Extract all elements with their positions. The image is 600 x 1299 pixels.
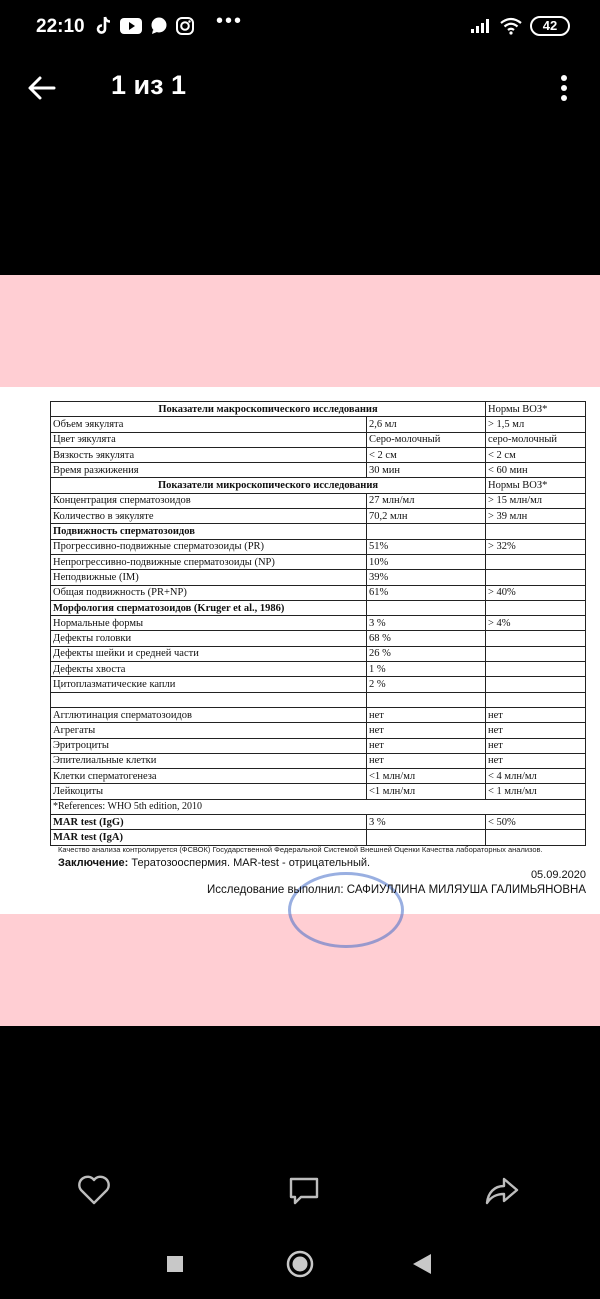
parameter-cell: Нормальные формы	[51, 616, 367, 631]
parameter-cell: Лейкоциты	[51, 784, 367, 799]
heart-icon	[74, 1170, 114, 1210]
report-row	[51, 707, 586, 722]
result-cell: 10%	[367, 554, 486, 569]
more-vert-icon	[550, 70, 578, 106]
norm-cell: < 60 мин	[486, 463, 586, 478]
report-row	[51, 478, 586, 493]
result-cell: нет	[367, 723, 486, 738]
report-row	[51, 830, 586, 845]
norm-cell: нет	[486, 723, 586, 738]
comment-button[interactable]	[284, 1170, 324, 1210]
report-table	[50, 401, 586, 846]
report-row	[51, 753, 586, 768]
report-row	[51, 677, 586, 692]
report-row	[51, 631, 586, 646]
norms-header: Нормы ВОЗ*	[486, 478, 586, 493]
back-nav-button[interactable]	[404, 1246, 440, 1282]
report-row	[51, 402, 586, 417]
report-row	[51, 493, 586, 508]
result-cell: < 2 см	[367, 447, 486, 462]
report-row	[51, 723, 586, 738]
parameter-cell: Цитоплазматические капли	[51, 677, 367, 692]
parameter-cell: Непрогрессивно-подвижные сперматозоиды (NP)	[51, 554, 367, 569]
result-cell: 26 %	[367, 646, 486, 661]
norm-cell: серо-молочный	[486, 432, 586, 447]
report-row	[51, 815, 586, 830]
norm-cell: < 50%	[486, 815, 586, 830]
parameter-cell	[51, 692, 367, 707]
norm-cell: > 1,5 мл	[486, 417, 586, 432]
document-image[interactable]	[0, 387, 600, 914]
result-cell: 2,6 мл	[367, 417, 486, 432]
norm-cell: нет	[486, 707, 586, 722]
result-cell: <1 млн/мл	[367, 784, 486, 799]
report-row	[51, 447, 586, 462]
parameter-cell: Вязкость эякулята	[51, 447, 367, 462]
result-cell: 3 %	[367, 616, 486, 631]
circle-home-icon	[282, 1246, 318, 1282]
page-counter-title: 1 из 1	[111, 70, 187, 100]
parameter-cell: Морфология сперматозоидов (Kruger et al., 1986)	[51, 600, 367, 615]
bottom-actions	[0, 1170, 600, 1218]
like-button[interactable]	[74, 1170, 114, 1210]
parameter-cell: Дефекты головки	[51, 631, 367, 646]
result-cell: нет	[367, 707, 486, 722]
report-row	[51, 417, 586, 432]
result-cell: 61%	[367, 585, 486, 600]
result-cell: <1 млн/мл	[367, 769, 486, 784]
parameter-cell: Дефекты хвоста	[51, 662, 367, 677]
norm-cell	[486, 692, 586, 707]
parameter-cell: Цвет эякулята	[51, 432, 367, 447]
back-button[interactable]	[24, 70, 60, 106]
norm-cell: < 4 млн/мл	[486, 769, 586, 784]
norm-cell	[486, 830, 586, 845]
result-cell: 3 %	[367, 815, 486, 830]
parameter-cell: MAR test (IgA)	[51, 830, 367, 845]
result-cell: нет	[367, 753, 486, 768]
status-time: 22:10	[36, 16, 85, 37]
report-row	[51, 463, 586, 478]
tiktok-icon	[96, 16, 112, 36]
norm-cell	[486, 600, 586, 615]
result-cell: 68 %	[367, 631, 486, 646]
report-row	[51, 570, 586, 585]
result-cell	[367, 600, 486, 615]
parameter-cell: Подвижность сперматозоидов	[51, 524, 367, 539]
report-row	[51, 769, 586, 784]
report-row	[51, 509, 586, 524]
norm-cell	[486, 646, 586, 661]
arrow-left-icon	[24, 70, 60, 106]
norm-cell: нет	[486, 738, 586, 753]
quality-note: Качество анализа контролируется (ФСВОК) Государственной Федеральной Системой Внешней Оценки Качества лабораторных анализов.	[58, 845, 543, 854]
conclusion-label: Заключение:	[58, 857, 129, 869]
norm-cell	[486, 631, 586, 646]
result-cell: нет	[367, 738, 486, 753]
parameter-cell: Общая подвижность (PR+NP)	[51, 585, 367, 600]
result-cell: 2 %	[367, 677, 486, 692]
result-cell: 30 мин	[367, 463, 486, 478]
battery-indicator: 42	[530, 16, 570, 36]
result-cell: Серо-молочный	[367, 432, 486, 447]
section-header: Показатели микроскопического исследования	[51, 478, 486, 493]
norm-cell: > 32%	[486, 539, 586, 554]
result-cell	[367, 692, 486, 707]
parameter-cell: Прогрессивно-подвижные сперматозоиды (PR)	[51, 539, 367, 554]
signal-icon	[470, 18, 492, 34]
app-bar	[0, 60, 600, 116]
report-row	[51, 524, 586, 539]
home-button[interactable]	[282, 1246, 318, 1282]
references-note: *References: WHO 5th edition, 2010	[51, 799, 586, 814]
youtube-icon	[120, 18, 142, 34]
report-row	[51, 662, 586, 677]
norm-cell	[486, 677, 586, 692]
wifi-icon	[500, 17, 522, 35]
report-row	[51, 616, 586, 631]
parameter-cell: Неподвижные (IM)	[51, 570, 367, 585]
report-row	[51, 692, 586, 707]
instagram-icon	[176, 17, 194, 35]
result-cell: 70,2 млн	[367, 509, 486, 524]
report-row	[51, 799, 586, 814]
pink-band-top	[0, 275, 600, 387]
result-cell	[367, 830, 486, 845]
system-nav-bar	[0, 1240, 600, 1288]
result-cell: 27 млн/мл	[367, 493, 486, 508]
share-icon	[482, 1170, 522, 1210]
norm-cell: > 15 млн/мл	[486, 493, 586, 508]
more-notifications-dots: •••	[216, 10, 244, 32]
parameter-cell: Концентрация сперматозоидов	[51, 493, 367, 508]
triangle-back-icon	[404, 1246, 440, 1282]
norm-cell	[486, 554, 586, 569]
norm-cell: нет	[486, 753, 586, 768]
report-row	[51, 738, 586, 753]
notification-icons	[96, 15, 194, 37]
square-icon	[157, 1246, 193, 1282]
parameter-cell: MAR test (IgG)	[51, 815, 367, 830]
report-row	[51, 585, 586, 600]
norm-cell	[486, 662, 586, 677]
report-date: 05.09.2020	[530, 869, 586, 881]
result-cell: 1 %	[367, 662, 486, 677]
conclusion-text: Тератозооспермия. MAR-test - отрицательный.	[131, 857, 371, 869]
performer: Исследование выполнил: САФИУЛЛИНА МИЛЯУША ГАЛИМЬЯНОВНА	[206, 884, 586, 896]
report-row	[51, 554, 586, 569]
section-header: Показатели макроскопического исследования	[51, 402, 486, 417]
report-row	[51, 784, 586, 799]
norm-cell: > 39 млн	[486, 509, 586, 524]
result-cell: 51%	[367, 539, 486, 554]
conclusion	[58, 857, 370, 869]
norm-cell: > 4%	[486, 616, 586, 631]
norm-cell: > 40%	[486, 585, 586, 600]
norms-header: Нормы ВОЗ*	[486, 402, 586, 417]
norm-cell	[486, 524, 586, 539]
parameter-cell: Агглютинация сперматозоидов	[51, 707, 367, 722]
result-cell: 39%	[367, 570, 486, 585]
recents-button[interactable]	[157, 1246, 193, 1282]
share-button[interactable]	[482, 1170, 522, 1210]
parameter-cell: Клетки сперматогенеза	[51, 769, 367, 784]
report-row	[51, 539, 586, 554]
result-cell	[367, 524, 486, 539]
status-bar	[0, 0, 600, 54]
report-row	[51, 432, 586, 447]
parameter-cell: Объем эякулята	[51, 417, 367, 432]
norm-cell: < 1 млн/мл	[486, 784, 586, 799]
message-icon	[150, 17, 168, 35]
report-row	[51, 600, 586, 615]
parameter-cell: Дефекты шейки и средней части	[51, 646, 367, 661]
parameter-cell: Время разжижения	[51, 463, 367, 478]
comment-icon	[284, 1170, 324, 1210]
parameter-cell: Агрегаты	[51, 723, 367, 738]
parameter-cell: Эритроциты	[51, 738, 367, 753]
system-indicators	[470, 16, 570, 36]
norm-cell: < 2 см	[486, 447, 586, 462]
parameter-cell: Эпителиальные клетки	[51, 753, 367, 768]
parameter-cell: Количество в эякуляте	[51, 509, 367, 524]
report-row	[51, 646, 586, 661]
more-options-button[interactable]	[550, 70, 578, 106]
norm-cell	[486, 570, 586, 585]
